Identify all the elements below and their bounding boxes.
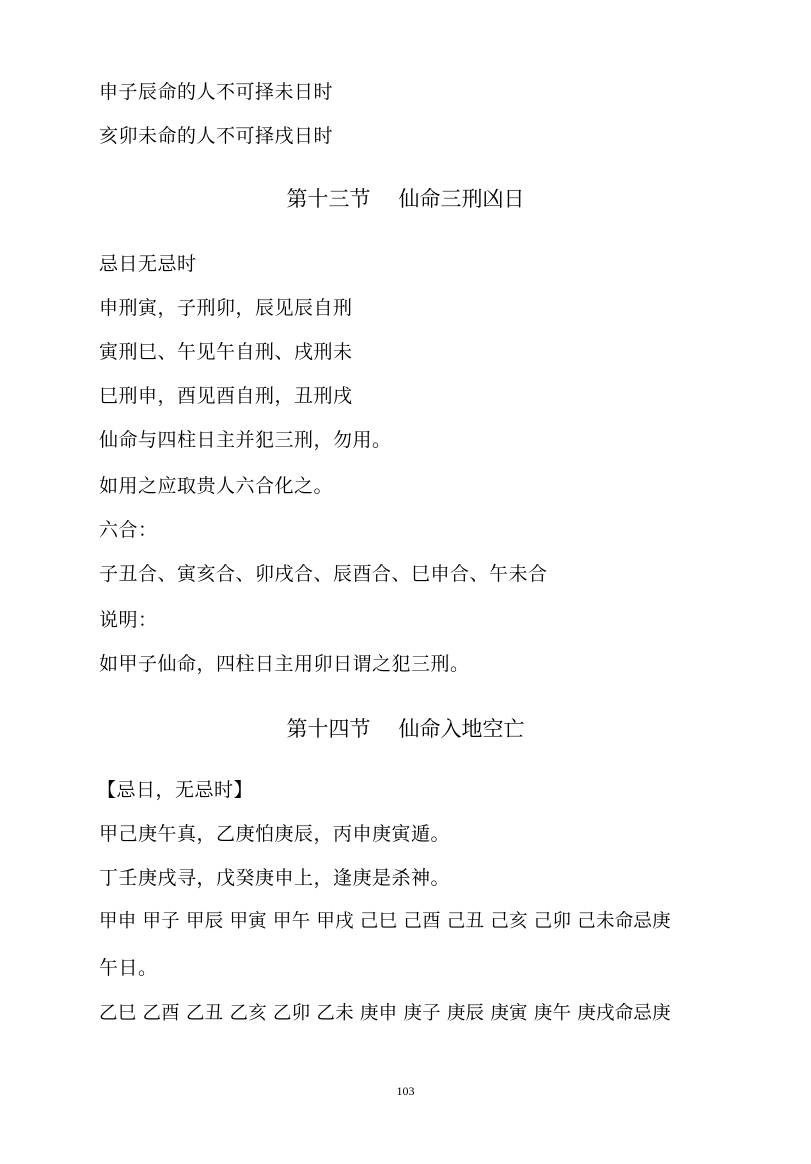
text-line: 寅刑巳、午见午自刑、戌刑未 <box>99 341 353 363</box>
page-number: 103 <box>396 1084 415 1098</box>
text-line: 丁壬庚戌寻，戊癸庚申上，逢庚是杀神。 <box>99 867 451 889</box>
text-line: 六合： <box>99 519 158 541</box>
text-line: 巳刑申，酉见酉自刑，丑刑戌 <box>99 385 353 407</box>
section-heading-13 <box>0 186 811 212</box>
text-line: 如用之应取贵人六合化之。 <box>99 475 334 497</box>
section-number: 第十四节 <box>286 717 371 741</box>
text-line: 如甲子仙命，四柱日主用卯日谓之犯三刑。 <box>99 653 470 675</box>
text-line: 仙命与四柱日主并犯三刑，勿用。 <box>99 429 392 451</box>
text-line: 甲申 甲子 甲辰 甲寅 甲午 甲戌 己巳 己酉 己丑 己亥 己卯 己未命忌庚 <box>99 911 671 932</box>
text-line: 忌日无忌时 <box>99 253 197 275</box>
section-title: 仙命入地空亡 <box>398 717 525 741</box>
text-line: 午日。 <box>99 957 158 979</box>
text-line: 说明： <box>99 609 158 631</box>
section-number: 第十三节 <box>286 187 371 211</box>
section-title: 仙命三刑凶日 <box>398 187 525 211</box>
text-line: 亥卯未命的人不可择戌日时 <box>99 125 334 147</box>
text-line: 乙巳 乙酉 乙丑 乙亥 乙卯 乙未 庚申 庚子 庚辰 庚寅 庚午 庚戌命忌庚 <box>99 1003 671 1024</box>
text-line: 子丑合、寅亥合、卯戌合、辰酉合、巳申合、午未合 <box>99 563 548 585</box>
text-line: 【忌日，无忌时】 <box>97 779 254 801</box>
text-line: 申刑寅，子刑卯，辰见辰自刑 <box>99 297 353 319</box>
section-heading-14 <box>0 716 811 742</box>
text-line: 甲己庚午真，乙庚怕庚辰，丙申庚寅遁。 <box>99 823 451 845</box>
text-line: 申子辰命的人不可择未日时 <box>99 81 334 103</box>
